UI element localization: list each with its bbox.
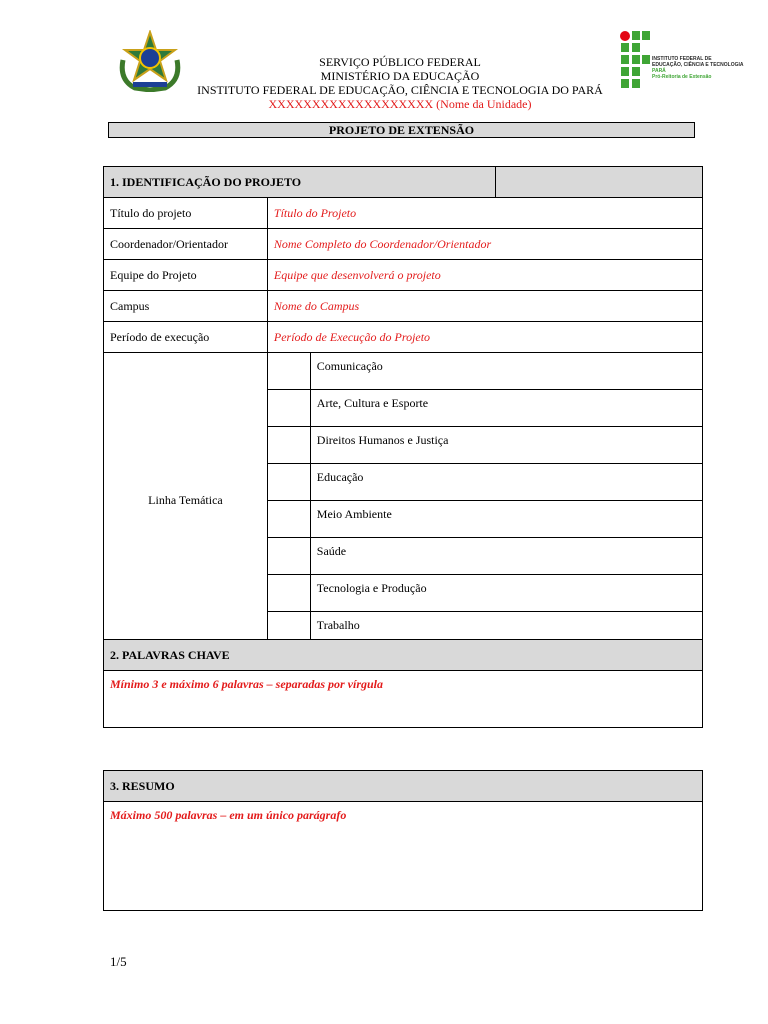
resumo-field[interactable]: Máximo 500 palavras – em um único parágrafo (104, 802, 703, 911)
linha-checkbox-educacao[interactable] (267, 464, 310, 501)
linha-checkbox-meio-ambiente[interactable] (267, 501, 310, 538)
linha-option-educacao: Educação (310, 464, 702, 501)
linha-checkbox-arte[interactable] (267, 390, 310, 427)
section3-title: 3. RESUMO (104, 771, 703, 802)
ifpa-logo-line2: EDUCAÇÃO, CIÊNCIA E TECNOLOGIA (652, 62, 744, 68)
linha-tematica-label: Linha Temática (104, 353, 268, 649)
palavras-chave-table (103, 639, 703, 728)
linha-option-comunicacao: Comunicação (310, 353, 702, 390)
palavras-chave-field[interactable]: Mínimo 3 e máximo 6 palavras – separadas por vírgula (104, 671, 703, 728)
row-label-periodo: Período de execução (104, 322, 268, 353)
row-value-titulo[interactable]: Título do Projeto (267, 198, 702, 229)
header-line-servico: SERVIÇO PÚBLICO FEDERAL (319, 55, 481, 69)
header-line-unidade: XXXXXXXXXXXXXXXXXXX (Nome da Unidade) (268, 97, 532, 111)
linha-option-direitos: Direitos Humanos e Justiça (310, 427, 702, 464)
linha-checkbox-direitos[interactable] (267, 427, 310, 464)
resumo-table (103, 770, 703, 911)
document-title: PROJETO DE EXTENSÃO (108, 122, 695, 138)
brasao-seal-icon (115, 30, 185, 92)
row-value-coordenador[interactable]: Nome Completo do Coordenador/Orientador (267, 229, 702, 260)
identificacao-table (103, 166, 703, 649)
ifpa-logo-line3: PARÁ (652, 68, 666, 74)
section2-title: 2. PALAVRAS CHAVE (104, 640, 703, 671)
linha-option-meio-ambiente: Meio Ambiente (310, 501, 702, 538)
page-number: 1/5 (110, 954, 127, 969)
row-value-periodo[interactable]: Período de Execução do Projeto (267, 322, 702, 353)
linha-option-arte: Arte, Cultura e Esporte (310, 390, 702, 427)
ifpa-logo-line4: Pró-Reitoria de Extensão (652, 74, 712, 80)
linha-checkbox-saude[interactable] (267, 538, 310, 575)
ifpa-logo (620, 30, 744, 90)
row-value-equipe[interactable]: Equipe que desenvolverá o projeto (267, 260, 702, 291)
header-line-instituto: INSTITUTO FEDERAL DE EDUCAÇÃO, CIÊNCIA E TECNOLOGIA DO PARÁ (197, 83, 603, 97)
linha-option-trabalho: Trabalho (310, 612, 702, 649)
document-header (180, 55, 620, 111)
row-label-titulo: Título do projeto (104, 198, 268, 229)
row-value-campus[interactable]: Nome do Campus (267, 291, 702, 322)
ifpa-grid-icon (620, 30, 650, 88)
header-line-ministerio: MINISTÉRIO DA EDUCAÇÃO (320, 69, 480, 83)
ifpa-logo-line1: INSTITUTO FEDERAL DE (652, 56, 712, 62)
row-label-coordenador: Coordenador/Orientador (104, 229, 268, 260)
linha-checkbox-comunicacao[interactable] (267, 353, 310, 390)
row-label-equipe: Equipe do Projeto (104, 260, 268, 291)
row-label-campus: Campus (104, 291, 268, 322)
section1-title-blank (496, 167, 703, 198)
linha-checkbox-tecnologia[interactable] (267, 575, 310, 612)
section1-title: 1. IDENTIFICAÇÃO DO PROJETO (104, 167, 496, 198)
linha-option-saude: Saúde (310, 538, 702, 575)
linha-option-tecnologia: Tecnologia e Produção (310, 575, 702, 612)
